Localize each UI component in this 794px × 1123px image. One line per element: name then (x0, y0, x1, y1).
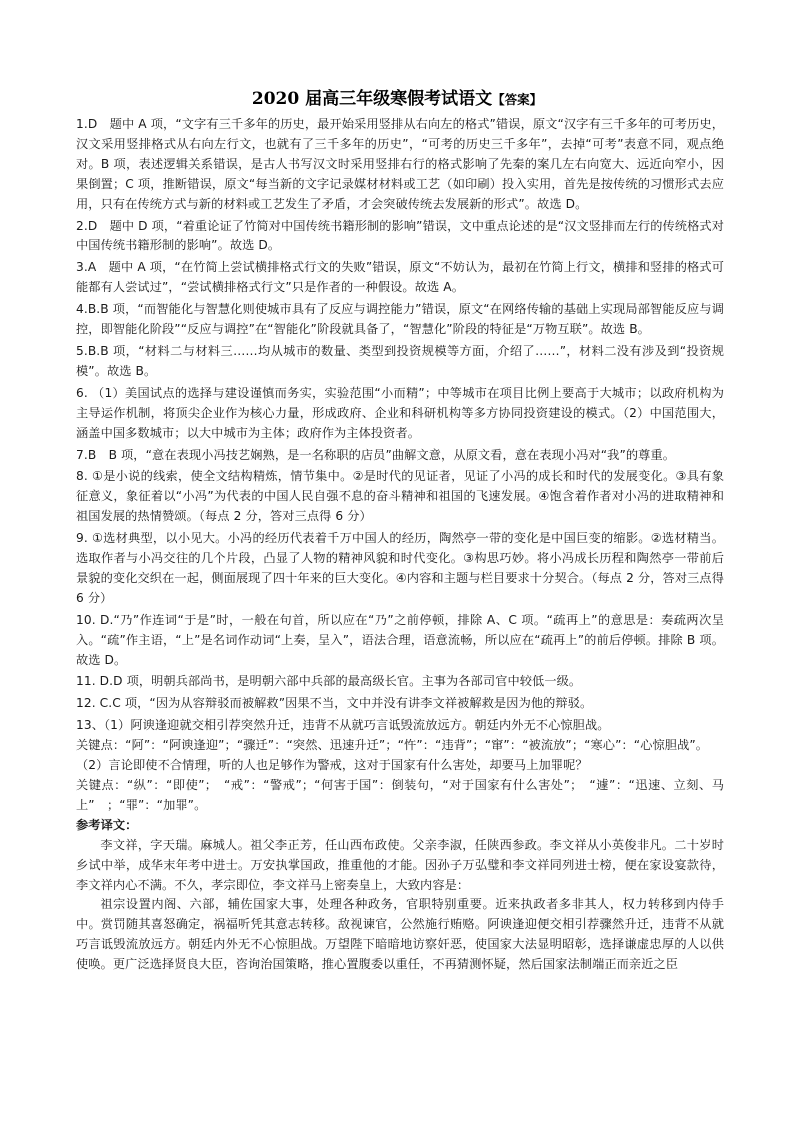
answer-3: 3.A 题中 A 项，“在竹简上尝试横排格式行文的失败”错误，原文“不妨认为，最初在竹简上行文，横排和竖排的格式可能都有人尝试过”，“尝试横排格式行文”只是作者的一种假设。故选 A。 (76, 260, 724, 295)
translation-paragraph-2: 祖宗设置内阁、六部，辅佐国家大事，处理各种政务，官职特别重要。近来执政者多非其人，权力转移到内侍手中。赏罚随其喜怒确定，祸福听凭其意志转移。敌视谏官，公然施行贿赂。阿谀逢迎便交相引荐骤然升迁，违背不从就巧言诋毁流放远方。朝廷内外无不心惊胆战。万望陛下暗暗地访察奸恶，使国家大法显明昭彰，选择谦虚忠厚的人以供使唤。更广泛选择贤良大臣，咨询治国策略，推心置腹委以重任，不再猜测怀疑，然后国家法制端正而亲近之臣 (76, 897, 724, 972)
answer-9: 9. ①选材典型，以小见大。小冯的经历代表着千万中国人的经历，陶然亭一带的变化是中国巨变的缩影。②选材精当。选取作者与小冯交往的几个片段，凸显了人物的精神风貌和时代变化。③构思巧妙。将小冯成长历程和陶然亭一带前后景貌的变化交织在一起，侧面展现了四十年来的巨大变化。④内容和主题与栏目要求十分契合。（每点 2 分，答对三点得 6 分） (76, 531, 724, 605)
answer-2: 2.D 题中 D 项，“着重论证了竹简对中国传统书籍形制的影响”错误，文中重点论述的是“汉文竖排而左行的传统格式对中国传统书籍形制的影响”。故选 D。 (76, 218, 724, 253)
answer-13-part-2: （2）言论即使不合情理，听的人也足够作为警戒，这对于国家有什么害处，却要马上加罪呢？ (76, 758, 588, 773)
answer-12: 12. C.C 项，“因为从容辩驳而被解救”因果不当，文中并没有讲李文祥被解救是因为他的辩驳。 (76, 696, 593, 711)
translation-heading: 参考译文： (76, 817, 138, 832)
answer-8: 8. ①是小说的线索，使全文结构精炼，情节集中。②是时代的见证者，见证了小冯的成长和时代的发展变化。③具有象征意义，象征着以“小冯”为代表的中国人民自强不息的奋斗精神和祖国的飞速发展。④饱含着作者对小冯的进取精神和祖国发展的热情赞颂。（每点 2 分，答对三点得 6 分） (76, 469, 724, 524)
answer-1: 1.D 题中 A 项，“文字有三千多年的历史，最开始采用竖排从右向左的格式”错误，原文“汉字有三千多年的可考历史，汉文采用竖排格式从右向左行文，也就有了三千多年的历史”，“可考的历史三千多年”，去掉“可考”表意不同，观点绝对。B 项，表述逻辑关系错误，是古人书写汉文时采用竖排右行的格式影响了先秦的案几左右向宽大、远近向窄小，因果倒置；C 项，推断错误，原文“每当新的文字记录媒材材料或工艺（如印刷）投入实用，首先是按传统的习惯形式去应用，只有在传统方式与新的材料或工艺发生了矛盾，才会突破传统去发展新的形式”。故选 D。 (76, 117, 724, 211)
answer-13-keypoints-1: 关键点：“阿”：“阿谀逢迎”；“骤迁”：“突然、迅速升迁”；“忤”：“违背”；“窜”：“被流放”；“寒心”：“心惊胆战”。 (76, 738, 709, 753)
answer-content (76, 115, 724, 975)
answer-5: 5.B.B 项，“材料二与材料三……均从城市的数量、类型到投资规模等方面，介绍了……”，材料二没有涉及到“投资规模”。故选 B。 (76, 343, 724, 378)
answer-11: 11. D.D 项，明朝兵部尚书，是明朝六部中兵部的最高级长官。主事为各部司官中较低一级。 (76, 674, 582, 689)
answer-10: 10. D.“乃”作连词“于是”时，一般在句首，所以应在“乃”之前停顿，排除 A、C 项。“疏再上”的意思是：奏疏两次呈入。“疏”作主语，“上”是名词作动词“上奏，呈入”，语法合理，语意流畅，所以应在“疏再上”的前后停顿。排除 B 项。故选 D。 (76, 612, 724, 667)
title-tag: 【答案】 (492, 92, 543, 107)
title-main: 2020 届高三年级寒假考试语文 (251, 89, 493, 109)
page-title (0, 84, 794, 109)
answer-4: 4.B.B 项，“而智能化与智慧化则使城市具有了反应与调控能力”错误，原文“在网络传输的基础上实现局部智能反应与调控，即智能化阶段”“反应与调控”在“智能化”阶段就具备了，“智慧化”阶段的特征是“万物互联”。故选 B。 (76, 302, 724, 337)
translation-paragraph-1: 李文祥，字天瑞。麻城人。祖父李正芳，任山西布政使。父亲李淑，任陕西参政。李文祥从小英俊非凡。二十岁时乡试中举，成华末年考中进士。万安执掌国政，推重他的才能。因孙子万弘璧和李文祥同列进士榜，便在家设宴款待，李文祥内心不满。不久，孝宗即位，李文祥马上密奏皇上，大致内容是： (76, 837, 724, 892)
answer-7: 7.B B 项，“意在表现小冯技艺娴熟，是一名称职的店员”曲解文意，从原文看，意在表现小冯对“我”的尊重。 (76, 447, 676, 462)
answer-13-keypoints-2: 关键点：“纵”：“即使”； “戒”：“警戒”；“何害于国”：倒装句，“对于国家有什么害处”； “遽”：“迅速、立刻、马上” ；“罪”：“加罪”。 (76, 778, 724, 812)
answer-13-part-1: 13、（1）阿谀逢迎就交相引荐突然升迁，违背不从就巧言诋毁流放远方。朝廷内外无不心惊胆战。 (76, 718, 610, 733)
answer-6: 6. （1）美国试点的选择与建设谨慎而务实，实验范围“小而精”；中等城市在项目比例上要高于大城市；以政府机构为主导运作机制，将顶尖企业作为核心力量，形成政府、企业和科研机构等多方协同投资建设的模式。（2）中国范围大，涵盖中国多数城市；以大中城市为主体；政府作为主体投资者。 (76, 385, 724, 440)
